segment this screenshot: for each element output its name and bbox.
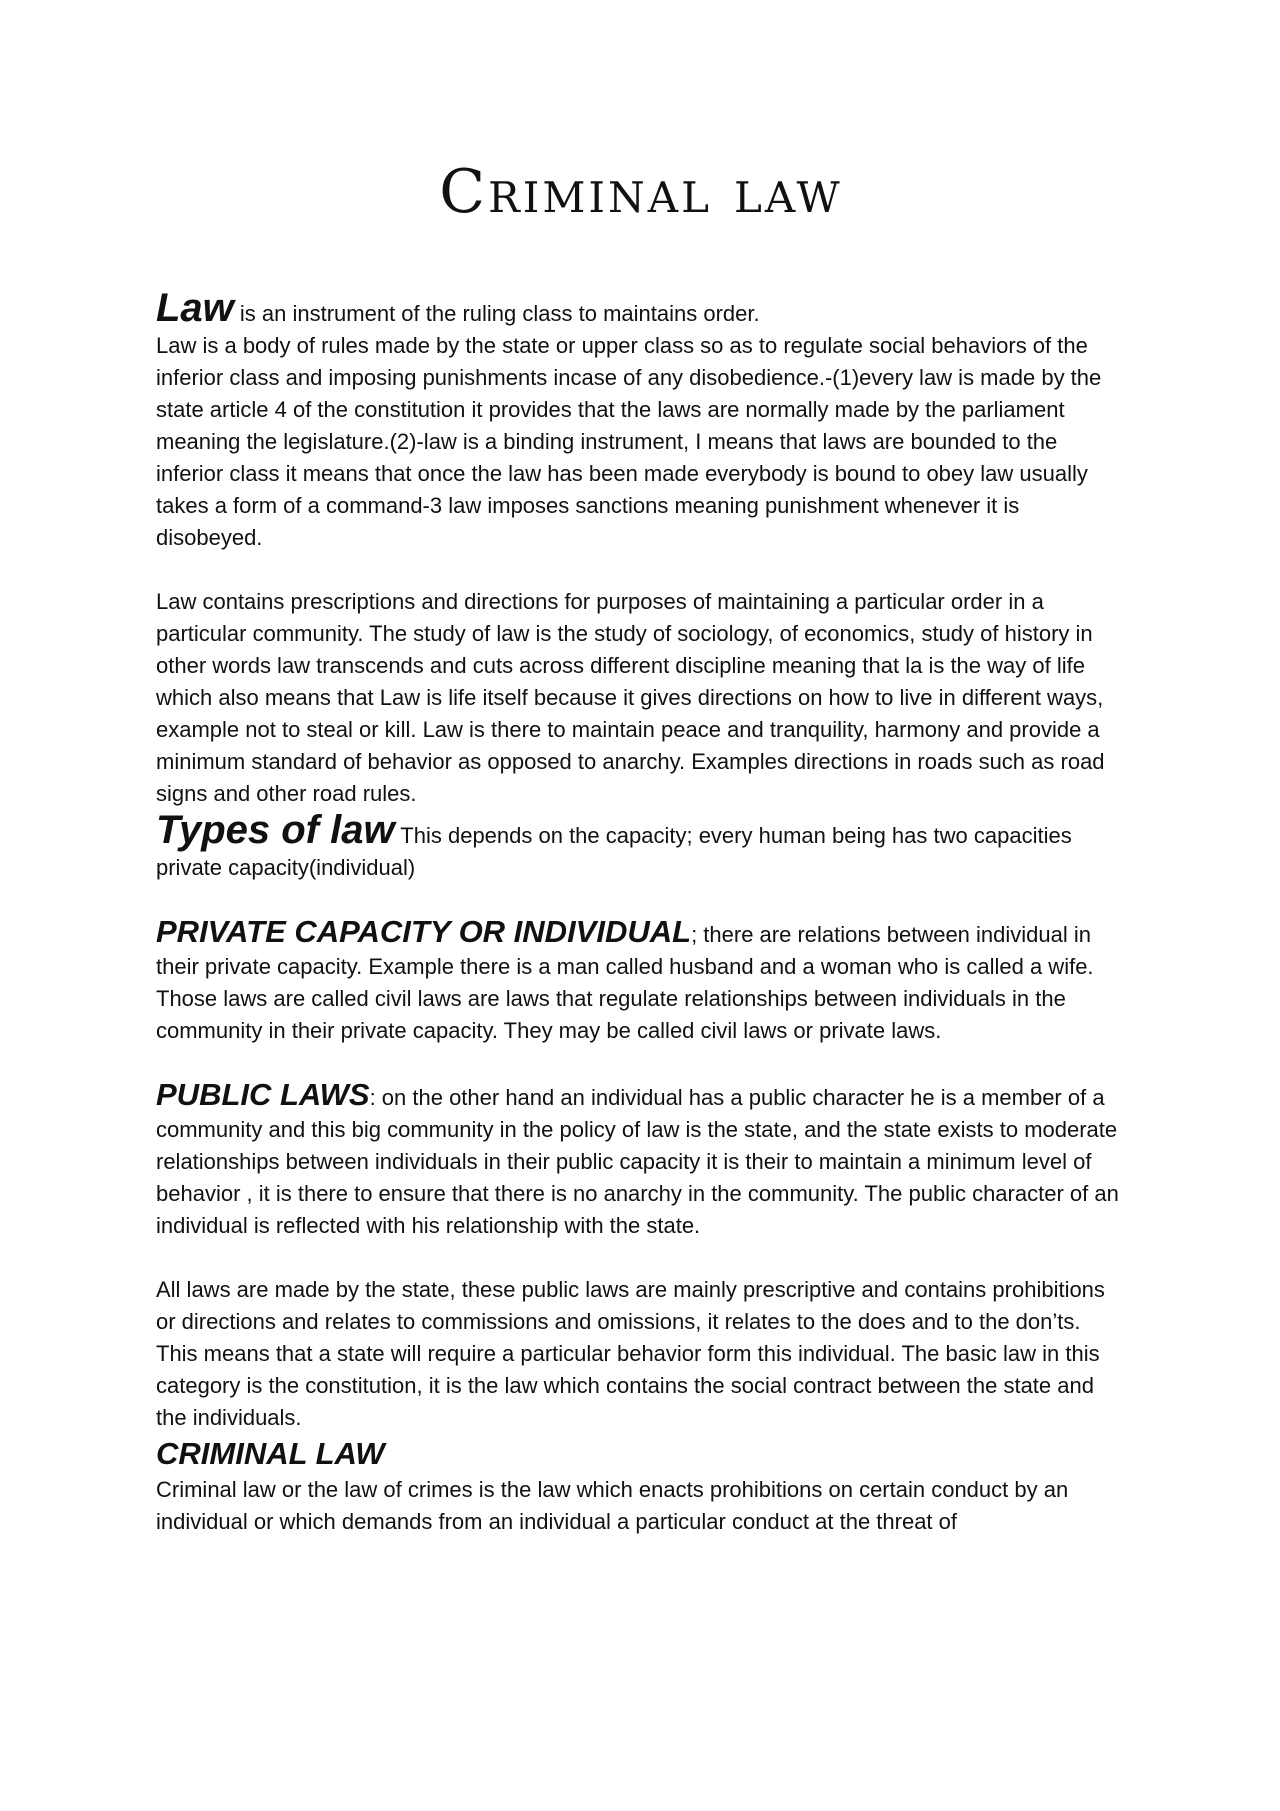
types-of-law-paragraph [156,810,1126,884]
intro-line [156,288,1126,330]
public-laws-rest: : on the other hand an individual has a public character he is a member of a community and this big community in the policy of law is the state, and the state exists to moderate relationships between individuals in their public capacity it is their to maintain a minimum level of behavior , it is there to ensure that there is no anarchy in the community. The public character of an individual is reflected with his relationship with the state. [156,1085,1119,1238]
private-capacity-rest: ; there are relations between individual in their private capacity. Example there is a man called husband and a woman who is called a wife. Those laws are called civil laws are laws that regulate relationships between individuals in the community in their private capacity. They may be called civil laws or private laws. [156,922,1094,1043]
prescriptions-paragraph: Law contains prescriptions and directions for purposes of maintaining a particular order in a particular community. The study of law is the study of sociology, of economics, study of history in other words law transcends and cuts across different discipline meaning that la is the way of life which also means that Law is life itself because it gives directions on how to live in different ways, example not to steal or kill. Law is there to maintain peace and tranquility, harmony and provide a minimum standard of behavior as opposed to anarchy. Examples directions in roads such as road signs and other road rules. [156,589,1105,806]
types-of-law-rest: This depends on the capacity; every human being has two capacities private capacity(individual) [156,823,1072,880]
public-laws-paragraph [156,1079,1126,1242]
criminal-law-paragraph: Criminal law or the law of crimes is the law which enacts prohibitions on certain conduct by an individual or which demands from an individual a particular conduct at the threat of [156,1477,1069,1534]
document-title: Criminal law [439,157,843,227]
private-capacity-paragraph [156,916,1126,1047]
private-capacity-lead: PRIVATE CAPACITY OR INDIVIDUAL [156,914,692,949]
intro-lead: Law [156,286,234,330]
intro-lead-rest: is an instrument of the ruling class to maintains order. [233,301,760,326]
public-laws-lead: PUBLIC LAWS [156,1077,370,1112]
criminal-law-heading: CRIMINAL LAW [156,1436,385,1471]
document-body [156,288,1126,1538]
types-of-law-lead: Types of law [156,808,395,852]
all-laws-paragraph: All laws are made by the state, these public laws are mainly prescriptive and contains prohibitions or directions and relates to commissions and omissions, it relates to the does and to the don’ts. This means that a state will require a particular behavior form this individual. The basic law in this category is the constitution, it is the law which contains the social contract between the state and the individuals. [156,1277,1105,1430]
intro-paragraph: Law is a body of rules made by the state or upper class so as to regulate social behaviors of the inferior class and imposing punishments incase of any disobedience.-(1)every law is made by the state article 4 of the constitution it provides that the laws are normally made by the parliament meaning the legislature.(2)-law is a binding instrument, I means that laws are bounded to the inferior class it means that once the law has been made everybody is bound to obey law usually takes a form of a command-3 law imposes sanctions meaning punishment whenever it is disobeyed. [156,333,1102,550]
